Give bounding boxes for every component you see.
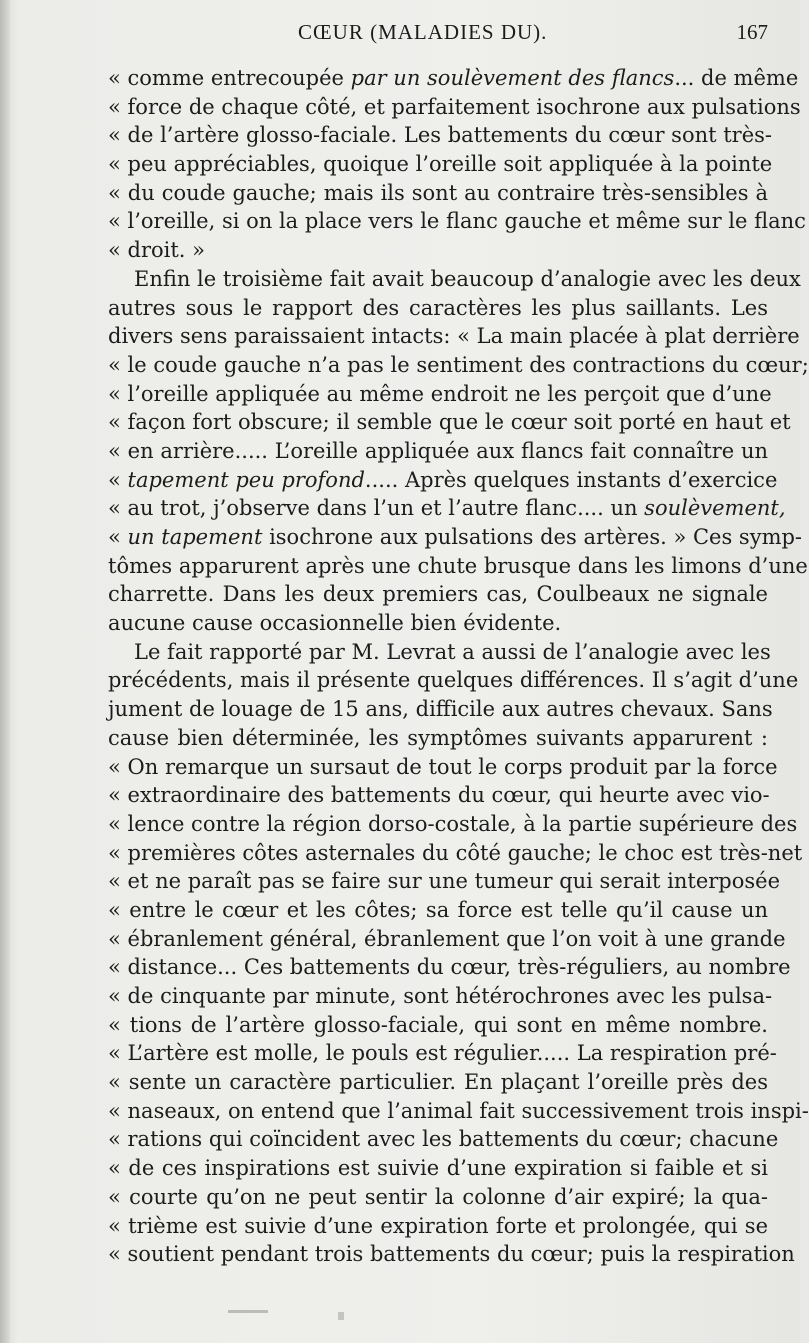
text-line: « au trot, j’observe dans l’un et l’autre flanc.... un soulèvement,	[108, 496, 786, 521]
text-line: « ébranlement général, ébranlement que l’on voit à une grande	[108, 926, 786, 951]
text-line: « tapement peu profond..... Après quelques instants d’exercice	[108, 467, 778, 492]
body-text	[108, 64, 809, 1269]
text-line: « force de chaque côté, et parfaitement isochrone aux pulsations	[108, 94, 801, 119]
text-line: précédents, mais il présente quelques différences. Il s’agit d’une	[108, 668, 799, 693]
text-line: « un tapement isochrone aux pulsations des artères. » Ces symp-	[108, 525, 803, 549]
text-line: « tions de l’artère glosso-faciale, qui sont en même nombre.	[108, 1012, 768, 1037]
text-line: « trième est suivie d’une expiration forte et prolongée, qui se	[108, 1213, 768, 1238]
text-line: « de l’artère glosso-faciale. Les battements du cœur sont très-	[108, 123, 773, 148]
text-line: « sente un caractère particulier. En plaçant l’oreille près des	[108, 1070, 768, 1095]
text-line: « rations qui coïncident avec les battements du cœur; chacune	[108, 1127, 779, 1152]
text-line: « premières côtes asternales du côté gauche; le choc est très-net	[108, 840, 803, 865]
print-smudge	[228, 1310, 268, 1313]
text-line: tômes apparurent après une chute brusque dans les limons d’une	[108, 553, 808, 578]
text-line: « comme entrecoupée par un soulèvement des flancs... de même	[108, 66, 799, 90]
text-line: « de cinquante par minute, sont hétérochrones avec les pulsa-	[108, 984, 773, 1008]
text-line: « le coude gauche n’a pas le sentiment des contractions du cœur;	[108, 352, 809, 377]
text-line: « façon fort obscure; il semble que le cœur soit porté en haut et	[108, 410, 791, 435]
text-line: « droit. »	[108, 238, 206, 263]
text-line: autres sous le rapport des caractères les plus saillants. Les	[108, 295, 768, 320]
page-gutter-shadow	[0, 0, 10, 1343]
text-line: « naseaux, on entend que l’animal fait successivement trois inspi-	[108, 1098, 809, 1123]
text-line: charrette. Dans les deux premiers cas, Coulbeaux ne signale	[108, 582, 768, 607]
text-line: « distance... Ces battements du cœur, très-réguliers, au nombre	[108, 955, 791, 980]
text-line: « l’oreille, si on la place vers le flanc gauche et même sur le flanc	[108, 209, 806, 234]
print-smudge	[338, 1312, 344, 1320]
text-line: jument de louage de 15 ans, difficile aux autres chevaux. Sans	[108, 697, 773, 722]
running-head-title: CŒUR (MALADIES DU).	[298, 20, 548, 44]
text-line: aucune cause occasionnelle bien évidente.	[108, 611, 562, 636]
text-line: « extraordinaire des battements du cœur, qui heurte avec vio-	[108, 783, 770, 808]
running-head	[108, 20, 768, 54]
text-line: « en arrière..... L’oreille appliquée aux flancs fait connaître un	[108, 438, 768, 463]
text-line: cause bien déterminée, les symptômes suivants apparurent :	[108, 725, 768, 750]
text-line: « lence contre la région dorso-costale, à la partie supérieure des	[108, 811, 798, 836]
text-line: « soutient pendant trois battements du cœur; puis la respiration	[108, 1242, 795, 1267]
text-line: « On remarque un sursaut de tout le corps produit par la force	[108, 754, 778, 779]
text-line: « entre le cœur et les côtes; sa force est telle qu’il cause un	[108, 897, 768, 922]
text-line: « courte qu’on ne peut sentir la colonne d’air expiré; la qua-	[108, 1184, 768, 1209]
text-line: « du coude gauche; mais ils sont au contraire très-sensibles à	[108, 180, 768, 205]
text-line: Le fait rapporté par M. Levrat a aussi de l’analogie avec les	[134, 639, 771, 664]
page-number: 167	[736, 20, 768, 44]
text-line: « de ces inspirations est suivie d’une expiration si faible et si	[108, 1156, 768, 1181]
text-line: « L’artère est molle, le pouls est régulier..... La respiration pré-	[108, 1041, 777, 1066]
text-line: Enfin le troisième fait avait beaucoup d’analogie avec les deux	[134, 266, 801, 291]
text-line: « et ne paraît pas se faire sur une tumeur qui serait interposée	[108, 869, 781, 894]
text-line: divers sens paraissaient intacts: « La main placée à plat derrière	[108, 324, 800, 349]
text-line: « l’oreille appliquée au même endroit ne les perçoit que d’une	[108, 381, 772, 406]
text-line: « peu appréciables, quoique l’oreille soit appliquée à la pointe	[108, 152, 773, 177]
